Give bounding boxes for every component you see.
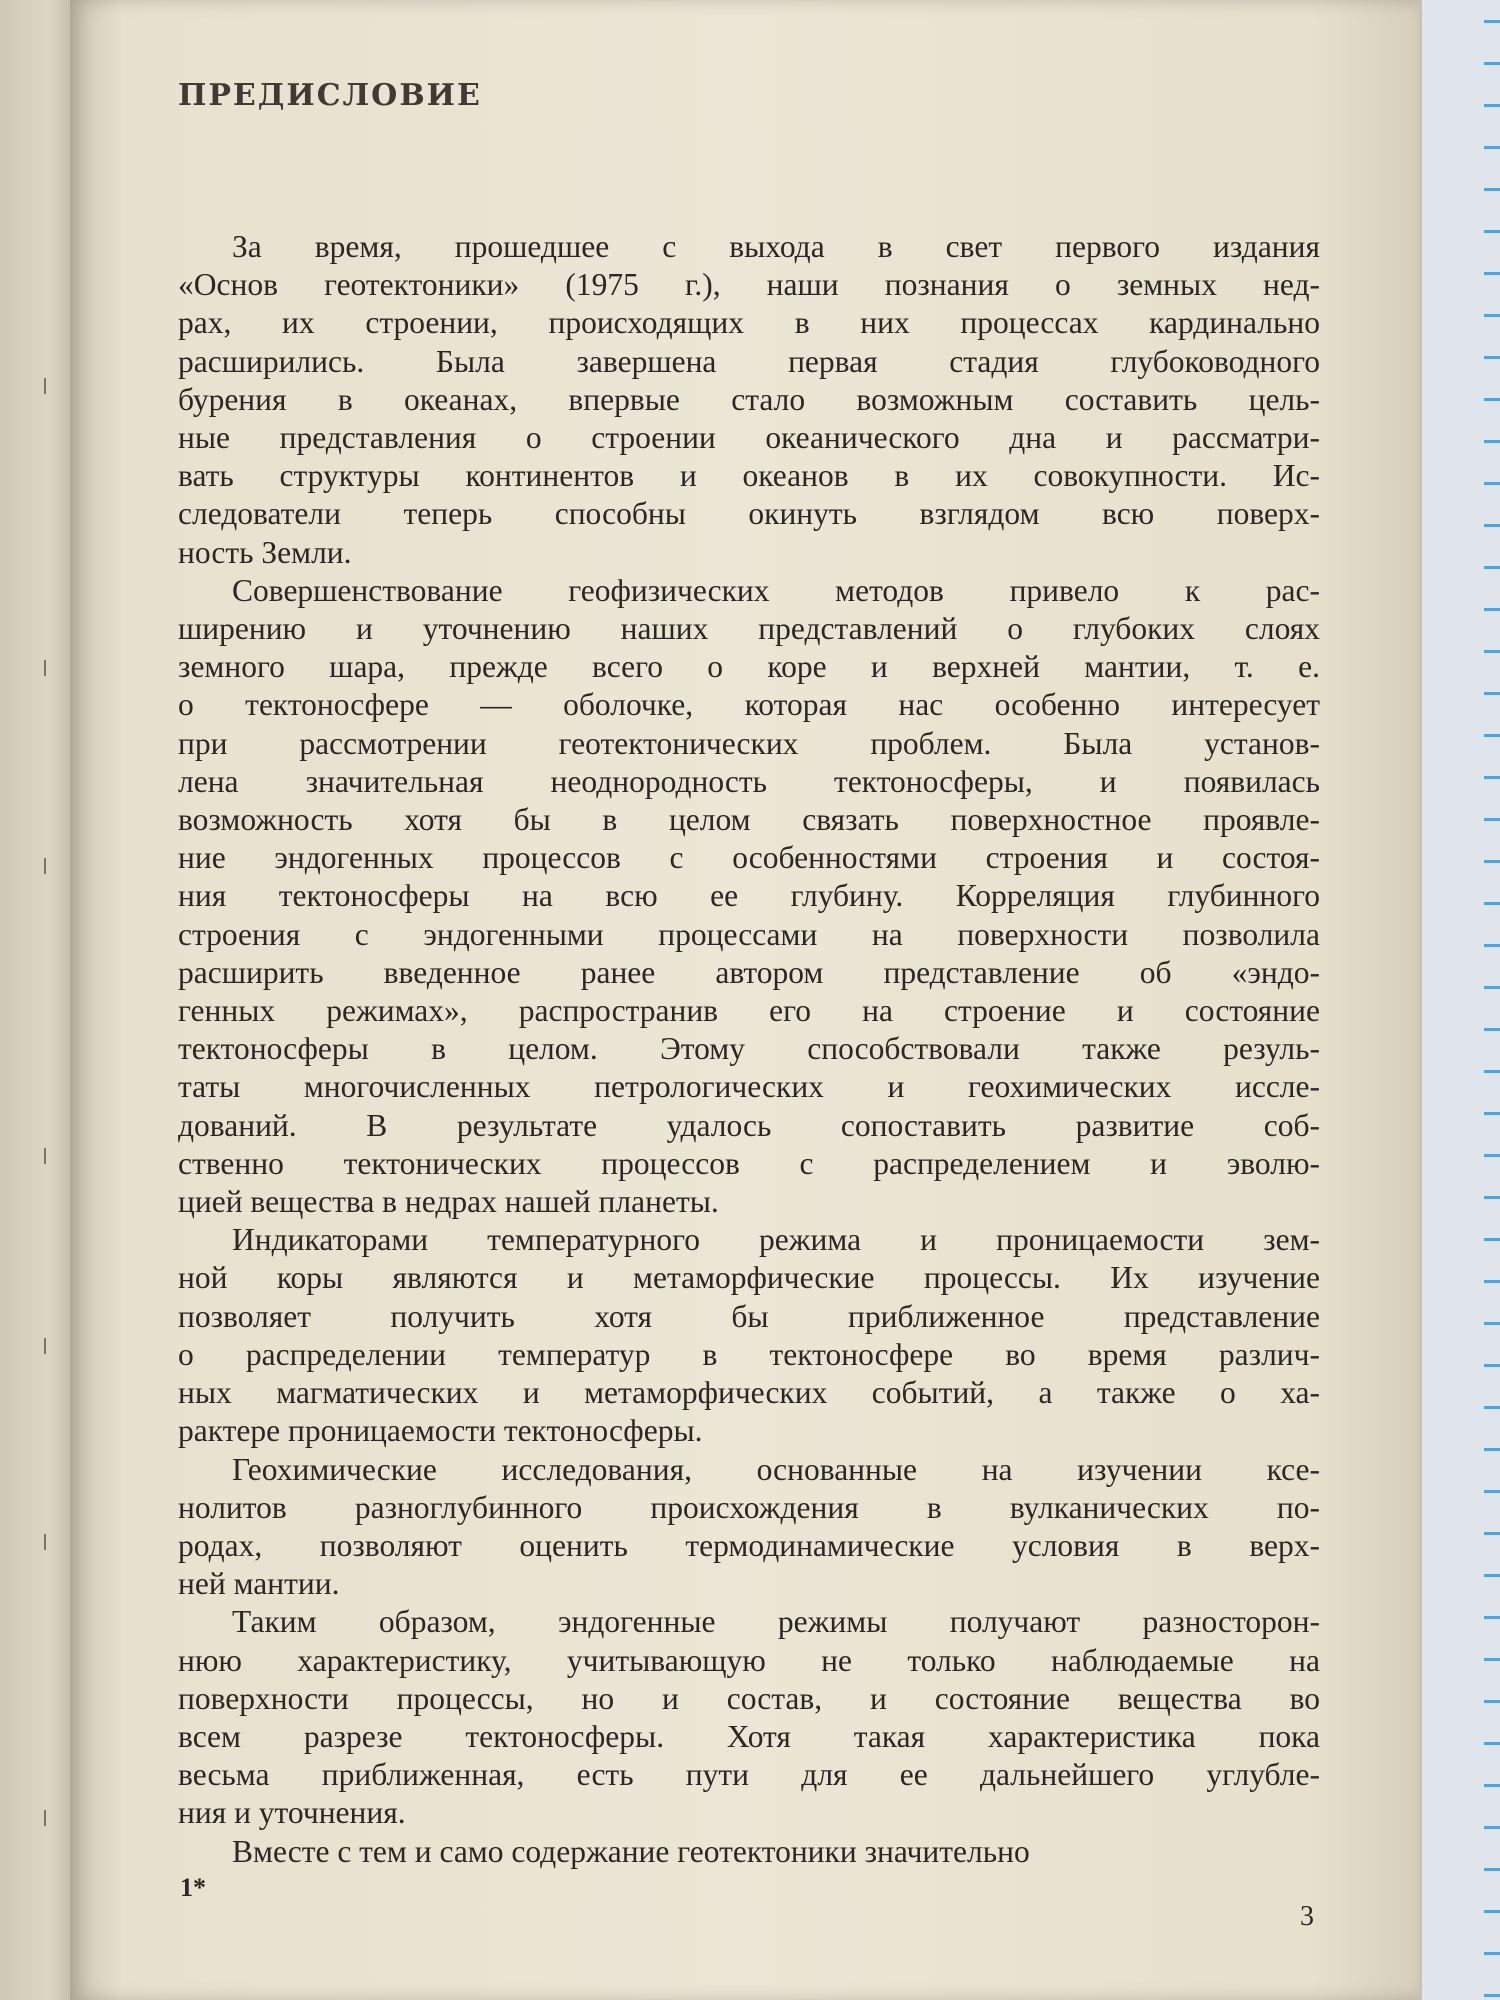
- ruled-line: [1484, 860, 1500, 863]
- text-line: таты многочисленных петрологических и геохимических иссле-: [178, 1069, 1320, 1105]
- ruled-line: [1484, 1490, 1500, 1493]
- ruled-line: [1484, 20, 1500, 23]
- ruled-line: [1484, 1742, 1500, 1745]
- text-line: родах, позволяют оценить термодинамические условия в верх-: [178, 1527, 1320, 1563]
- text-line: ния тектоносферы на всю ее глубину. Корреляция глубинного: [178, 878, 1320, 914]
- binding-stitch: [44, 660, 54, 676]
- text-line: ния и уточнения.: [178, 1795, 406, 1831]
- ruled-line: [1484, 1322, 1500, 1325]
- ruled-line: [1484, 62, 1500, 65]
- text-line: «Основ геотектоники» (1975 г.), наши познания о земных нед-: [178, 267, 1320, 303]
- ruled-line: [1484, 1784, 1500, 1787]
- ruled-line: [1484, 944, 1500, 947]
- ruled-line: [1484, 1952, 1500, 1955]
- text-line: расширились. Была завершена первая стадия глубоководного: [178, 343, 1320, 379]
- text-line: рах, их строении, происходящих в них процессах кардинально: [178, 305, 1320, 341]
- text-line: рактере проницаемости тектоносферы.: [178, 1413, 703, 1449]
- text-line: Таким образом, эндогенные режимы получают разносторон-: [232, 1604, 1320, 1640]
- text-line: генных режимах», распространив его на строение и состояние: [178, 993, 1320, 1029]
- ruled-line: [1484, 1616, 1500, 1619]
- binding-stitch: [44, 1338, 54, 1354]
- text-line: нолитов разноглубинного происхождения в вулканических по-: [178, 1489, 1320, 1525]
- ruled-line: [1484, 1448, 1500, 1451]
- text-line: За время, прошедшее с выхода в свет первого издания: [232, 229, 1320, 264]
- body-text: [178, 228, 1320, 1871]
- ruled-line: [1484, 1070, 1500, 1073]
- text-line: ные представления о строении океанического дна и рассматри-: [178, 420, 1320, 456]
- ruled-line: [1484, 734, 1500, 737]
- ruled-line: [1484, 650, 1500, 653]
- binding-stitch: [44, 1148, 54, 1164]
- text-line: ных магматических и метаморфических событий, а также о ха-: [178, 1375, 1320, 1411]
- notebook-edge: [1420, 0, 1500, 2000]
- ruled-line: [1484, 1994, 1500, 1997]
- text-line: ной коры являются и метаморфические процессы. Их изучение: [178, 1260, 1320, 1296]
- ruled-line: [1484, 1238, 1500, 1241]
- ruled-line: [1484, 566, 1500, 569]
- text-line: земного шара, прежде всего о коре и верхней мантии, т. е.: [178, 649, 1320, 685]
- ruled-line: [1484, 1532, 1500, 1535]
- ruled-line: [1484, 902, 1500, 905]
- binding-stitch: [44, 378, 54, 394]
- text-line: Вместе с тем и само содержание геотектоники значительно: [232, 1833, 1030, 1869]
- binding-stitch: [44, 1810, 54, 1826]
- ruled-line: [1484, 272, 1500, 275]
- text-line: о распределении температур в тектоносфере во время различ-: [178, 1336, 1320, 1372]
- ruled-line: [1484, 188, 1500, 191]
- text-line: расширить введенное ранее автором представление об «эндо-: [178, 954, 1320, 990]
- ruled-line: [1484, 1364, 1500, 1367]
- text-line: Геохимические исследования, основанные на изучении ксе-: [232, 1451, 1320, 1487]
- text-line: ширению и уточнению наших представлений о глубоких слоях: [178, 611, 1320, 647]
- text-line: лена значительная неоднородность тектоносферы, и появилась: [178, 763, 1320, 799]
- ruled-line: [1484, 482, 1500, 485]
- binding-stitch: [44, 1534, 54, 1550]
- ruled-line: [1484, 230, 1500, 233]
- ruled-line: [1484, 146, 1500, 149]
- ruled-line: [1484, 1910, 1500, 1913]
- text-line: ность Земли.: [178, 534, 352, 570]
- text-line: весьма приближенная, есть пути для ее дальнейшего углубле-: [178, 1757, 1320, 1793]
- text-line: ственно тектонических процессов с распределением и эволю-: [178, 1145, 1320, 1181]
- ruled-line: [1484, 1154, 1500, 1157]
- ruled-line: [1484, 776, 1500, 779]
- ruled-line: [1484, 1868, 1500, 1871]
- text-line: о тектоносфере — оболочке, которая нас особенно интересует: [178, 687, 1320, 723]
- text-line: цией вещества в недрах нашей планеты.: [178, 1184, 719, 1220]
- ruled-line: [1484, 1406, 1500, 1409]
- text-line: возможность хотя бы в целом связать поверхностное проявле-: [178, 802, 1320, 838]
- text-line: Индикаторами температурного режима и проницаемости зем-: [232, 1222, 1320, 1258]
- text-line: тектоносферы в целом. Этому способствовали также резуль-: [178, 1031, 1320, 1067]
- text-line: всем разрезе тектоносферы. Хотя такая характеристика пока: [178, 1718, 1320, 1754]
- text-line: ней мантии.: [178, 1566, 340, 1602]
- ruled-line: [1484, 1028, 1500, 1031]
- text-line: строения с эндогенными процессами на поверхности позволила: [178, 916, 1320, 952]
- ruled-line: [1484, 398, 1500, 401]
- text-line: вать структуры континентов и океанов в их совокупности. Ис-: [178, 458, 1320, 494]
- ruled-line: [1484, 986, 1500, 989]
- page-heading: ПРЕДИСЛОВИЕ: [178, 78, 482, 113]
- text-line: бурения в океанах, впервые стало возможным составить цель-: [178, 381, 1320, 417]
- page-number: 3: [1300, 1901, 1314, 1932]
- ruled-line: [1484, 1574, 1500, 1577]
- ruled-line: [1484, 1112, 1500, 1115]
- ruled-line: [1484, 608, 1500, 611]
- text-line: при рассмотрении геотектонических проблем. Была установ-: [178, 725, 1320, 761]
- ruled-line: [1484, 440, 1500, 443]
- ruled-line: [1484, 1826, 1500, 1829]
- ruled-line: [1484, 356, 1500, 359]
- text-line: нюю характеристику, учитывающую не только наблюдаемые на: [178, 1642, 1320, 1678]
- signature-mark: 1*: [180, 1873, 206, 1902]
- ruled-line: [1484, 1700, 1500, 1703]
- text-line: позволяет получить хотя бы приближенное представление: [178, 1298, 1320, 1334]
- ruled-line: [1484, 1280, 1500, 1283]
- ruled-line: [1484, 818, 1500, 821]
- text-line: следователи теперь способны окинуть взглядом всю поверх-: [178, 496, 1320, 532]
- text-line: поверхности процессы, но и состав, и состояние вещества во: [178, 1680, 1320, 1716]
- text-line: Совершенствование геофизических методов привело к рас-: [232, 572, 1320, 608]
- ruled-line: [1484, 1196, 1500, 1199]
- ruled-line: [1484, 104, 1500, 107]
- binding-stitch: [44, 858, 54, 874]
- ruled-line: [1484, 314, 1500, 317]
- ruled-line: [1484, 692, 1500, 695]
- text-line: дований. В результате удалось сопоставить развитие соб-: [178, 1107, 1320, 1143]
- ruled-line: [1484, 524, 1500, 527]
- text-line: ние эндогенных процессов с особенностями строения и состоя-: [178, 840, 1320, 876]
- left-page-edge: [0, 0, 70, 2000]
- ruled-line: [1484, 1658, 1500, 1661]
